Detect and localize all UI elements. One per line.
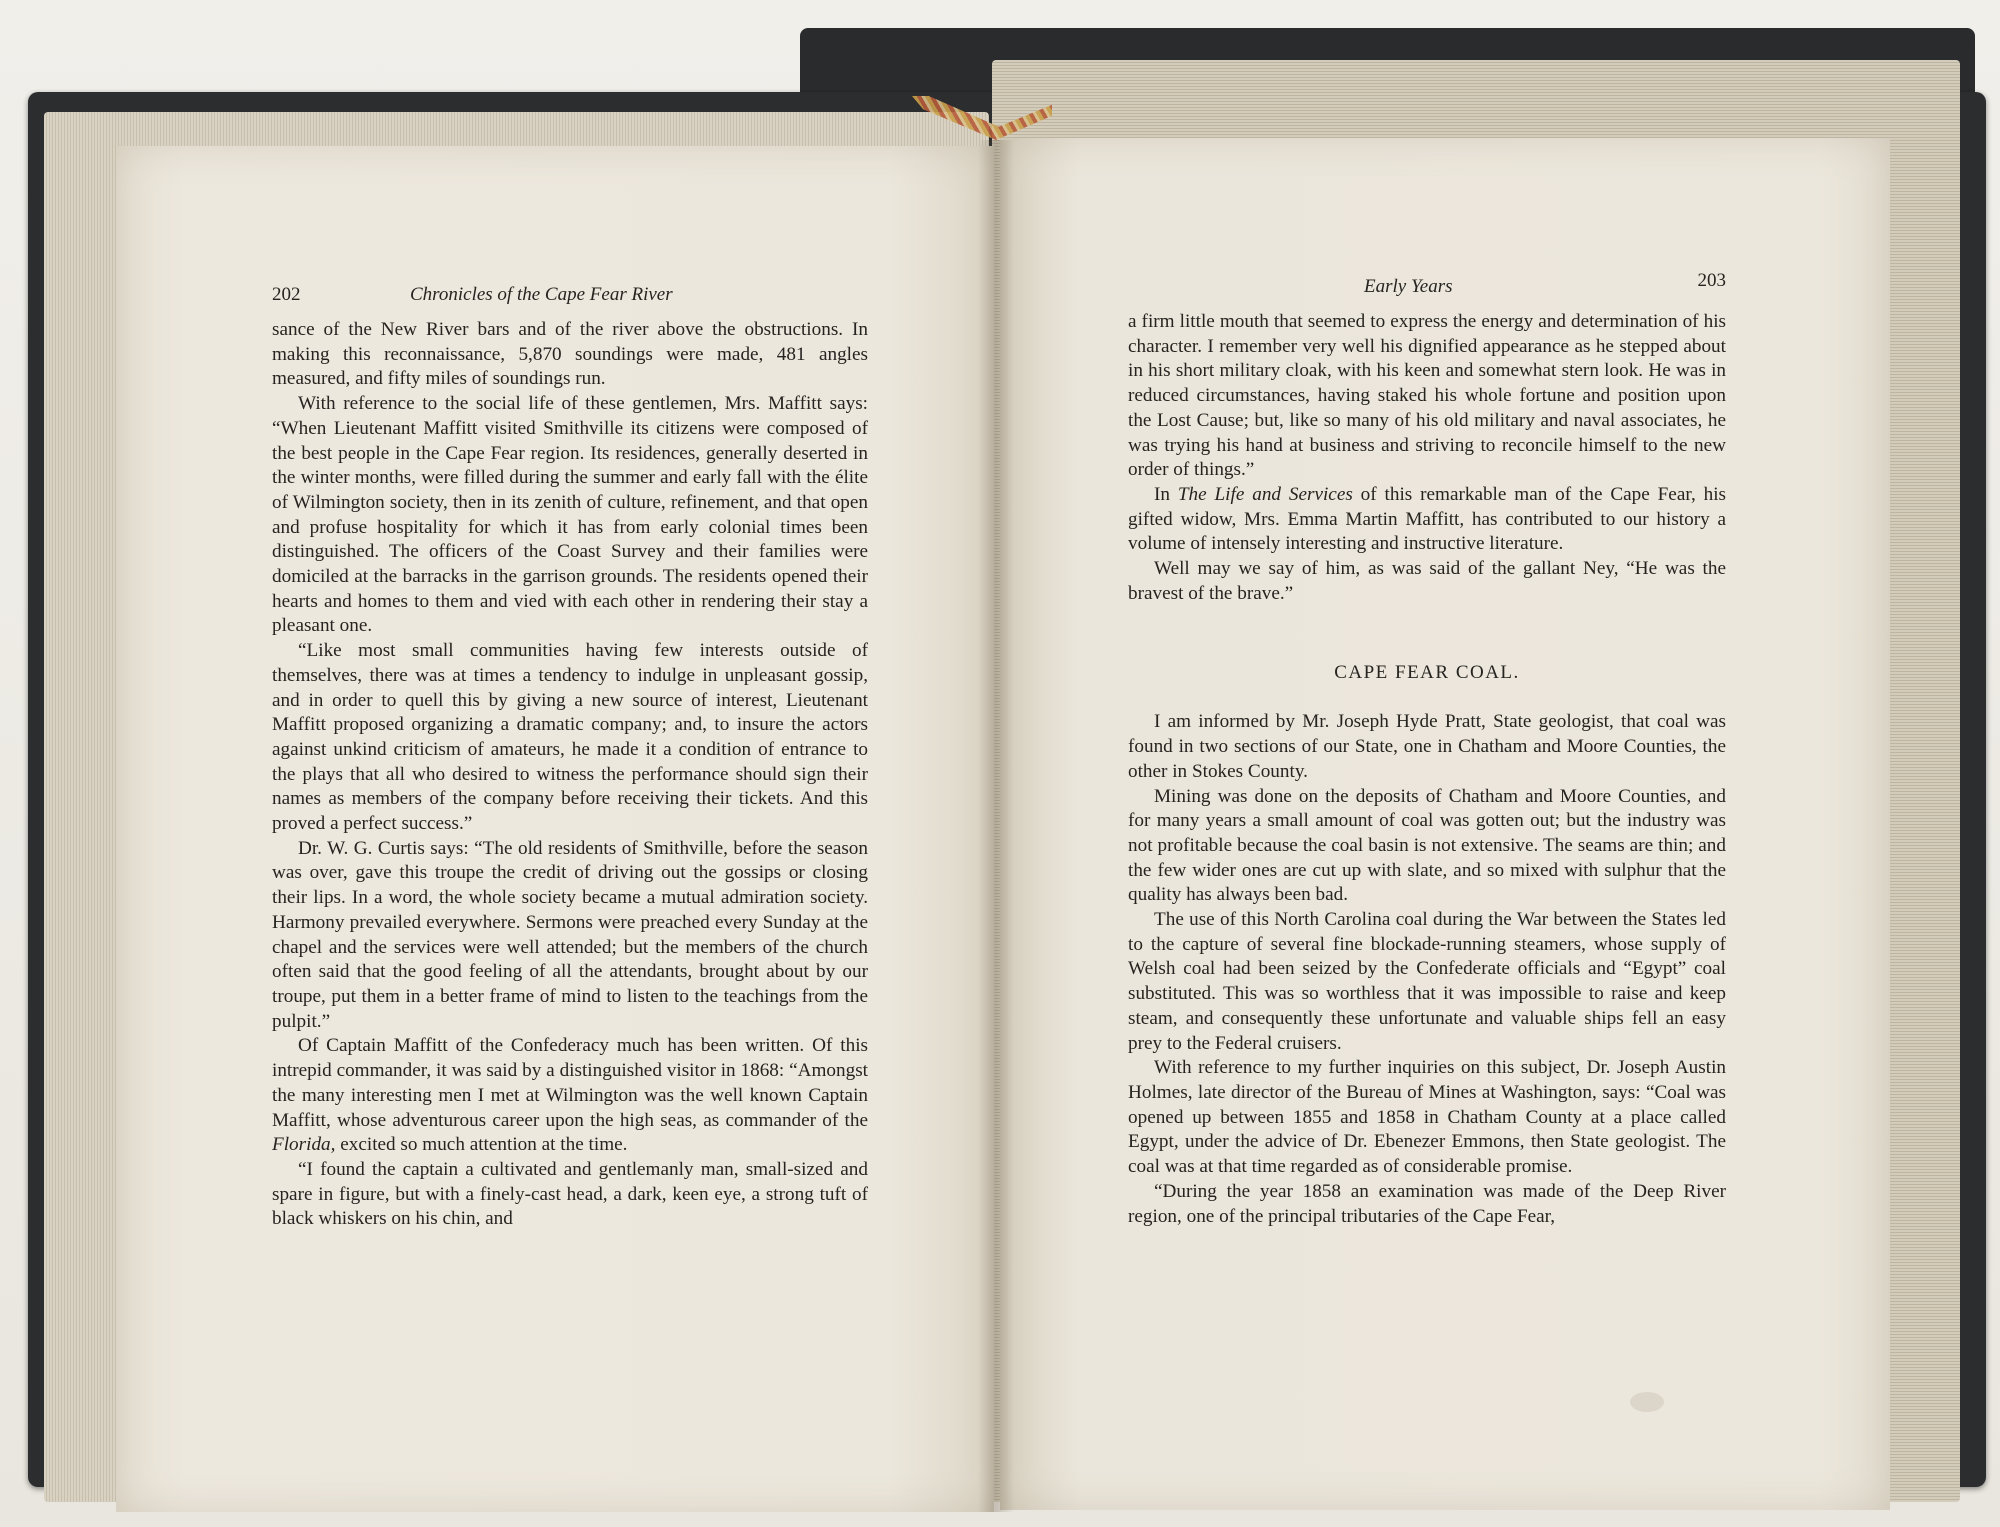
italic-ship-name: Florida, [272,1134,336,1156]
paragraph-text: of this remarkable man of the Cape Fear, his gifted widow, Mrs. Emma Martin Maffitt, has contributed to our history a volume of intensely interesting and instructive literature. [1128,483,1727,555]
left-page-text [272,284,868,1232]
paragraph: With reference to my further inquiries on this subject, Dr. Joseph Austin Holmes, late director of the Bureau of Mines at Washington, says: “Coal was opened up between 1855 and 1858 in Chatham County at a place called Egypt, under the advice of Dr. Ebenezer Emmons, then State geologist. The coal was at that time regarded as of considerable promise. [1128,1057,1726,1178]
book-gutter [978,140,1014,1512]
paragraph-text: In [1154,483,1178,505]
paragraph: Dr. W. G. Curtis says: “The old residents of Smithville, before the season was over, gave this troupe the credit of driving out the gossips or closing their lips. In a word, the whole society became a mutual admiration society. Harmony prevailed everywhere. Sermons were preached every Sunday at the chapel and the services were well attended; but the members of the church often said that the good feeling of all the attendants, brought about by our troupe, put them in a better frame of mind to listen to the teachings from the pulpit.” [272,837,868,1032]
paragraph: “Like most small communities having few interests outside of themselves, there was at times a tendency to indulge in unpleasant gossip, and in order to quell this by giving a new source of interest, Lieutenant Maffitt proposed organizing a dramatic company; and, to insure the actors against unkind criticism of amateurs, he made it a condition of entrance to the plays that all who desired to witness the performance should sign their names as members of the company before receiving their tickets. And this proved a perfect success.” [272,640,868,835]
section-heading: CAPE FEAR COAL. [1334,662,1520,684]
paragraph: a firm little mouth that seemed to express the energy and determination of his character. I remember very well his dignified appearance as he stepped about in his short military cloak, with his keen and somewhat stern look. He was in reduced circumstances, having staked his whole fortune and position upon the Lost Cause; but, like so many of his old military and naval associates, he was trying his hand at business and striving to reconcile himself to the new order of things.” [1128,311,1726,481]
left-running-head [272,284,868,318]
page-number-right: 203 [1697,270,1726,291]
paragraph [272,1034,868,1158]
italic-book-title: The Life and Services [1177,483,1353,505]
paragraph: With reference to the social life of these gentlemen, Mrs. Maffitt says: “When Lieutenant Maffitt visited Smithville its citizens were composed of the best people in the Cape Fear region. Its residences, generally deserted in the winter months, were filled during the summer and early fall with the élite of Wilmington society, then in its zenith of culture, refinement, and that open and profuse hospitality for which it has from early colonial times been distinguished. The officers of the Coast Survey and their families were domiciled at the barracks in the garrison grounds. The residents opened their hearts and homes to them and vied with each other in rendering their stay a pleasant one. [272,393,868,637]
paragraph [1128,483,1726,557]
running-head-title-right: Early Years [1364,276,1453,297]
right-page-text [1128,270,1727,1229]
paragraph: Well may we say of him, as was said of the gallant Ney, “He was the bravest of the brave.” [1128,558,1726,604]
paragraph: The use of this North Carolina coal during the War between the States led to the capture of several fine blockade-running steamers, whose supply of Welsh coal had been seized by the Confederate officials and “Egypt” coal substituted. This was so worthless that it was impossible to raise and keep steam, and consequently these unfortunate and valuable ships fell an easy prey to the Federal cruisers. [1128,909,1726,1054]
running-head-title-left: Chronicles of the Cape Fear River [410,284,673,305]
paragraph: “I found the captain a cultivated and gentlemanly man, small-sized and spare in figure, but with a finely-cast head, a dark, keen eye, a strong tuft of black whiskers on his chin, and [272,1158,868,1230]
paragraph-text: excited so much attention at the time. [335,1134,628,1156]
right-running-head [1128,270,1726,310]
paragraph: “During the year 1858 an examination was made of the Deep River region, one of the principal tributaries of the Cape Fear, [1128,1180,1726,1227]
paragraph: I am informed by Mr. Joseph Hyde Pratt, State geologist, that coal was found in two sections of our State, one in Chatham and Moore Counties, the other in Stokes County. [1128,711,1726,782]
page-number-left: 202 [272,284,301,305]
paragraph: sance of the New River bars and of the river above the obstructions. In making this reconnaissance, 5,870 soundings were made, 481 angles measured, and fifty miles of soundings run. [272,319,868,390]
paragraph: Mining was done on the deposits of Chatham and Moore Counties, and for many years a small amount of coal was gotten out; but the industry was not profitable because the coal basin is not extensive. The seams are thin; and the few wider ones are cut up with slate, and so mixed with sulphur that the quality has always been bad. [1128,785,1726,906]
paper-stain [1630,1392,1664,1412]
paragraph-text: Of Captain Maffitt of the Confederacy much has been written. Of this intrepid commander, it was said by a distinguished visitor in 1868: “Amongst the many interesting men I met at Wilmington was the well known Captain Maffitt, whose adventurous career upon the high seas, as commander of the [272,1035,868,1131]
